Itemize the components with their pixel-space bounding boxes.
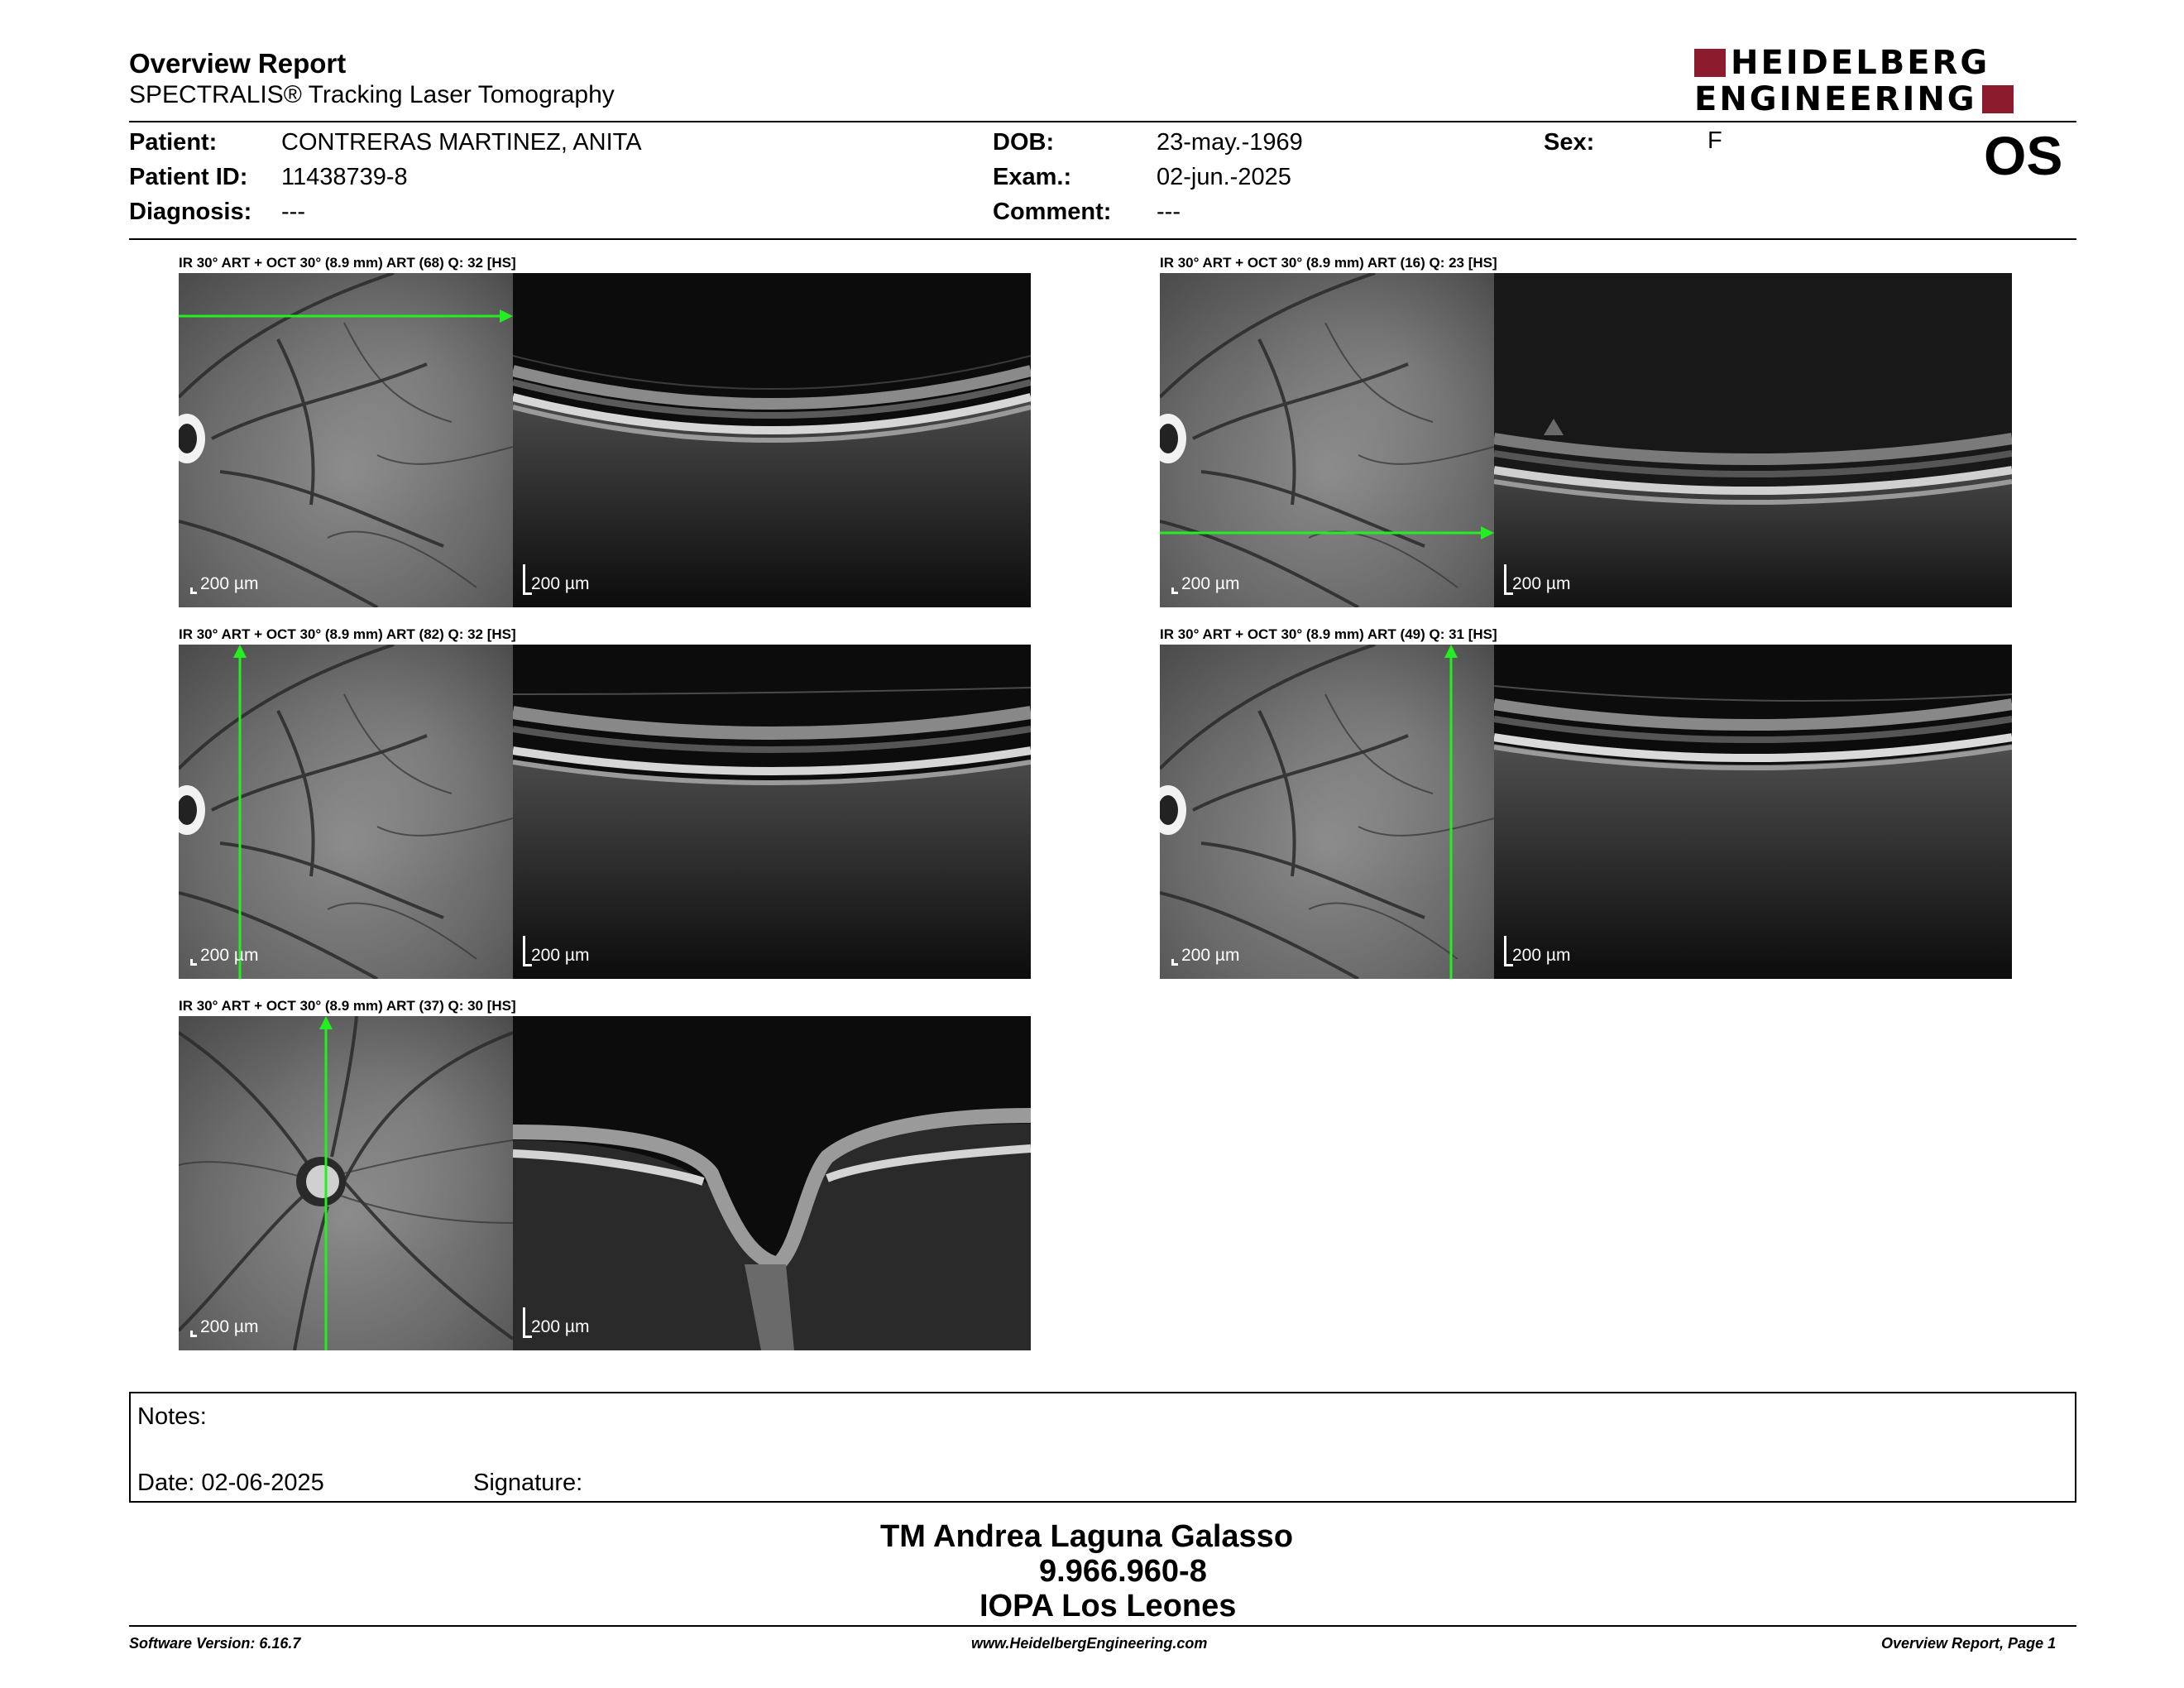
- logo-square-icon: [1982, 85, 2014, 113]
- sex-label: Sex:: [1544, 129, 1595, 156]
- header-rule: [129, 121, 2076, 122]
- technician-id: 9.966.960-8: [1039, 1554, 1207, 1589]
- logo-line2: ENGINEERING: [1694, 80, 1977, 118]
- ir-fundus-image: [179, 1016, 513, 1350]
- scale-bar-icon: [1171, 587, 1178, 594]
- oct-bscan-image: [1494, 273, 2012, 607]
- scan-title: IR 30° ART + OCT 30° (8.9 mm) ART (68) Q: 32 [HS]: [179, 255, 516, 271]
- scale-bar-icon: [190, 587, 197, 594]
- ir-fundus-image: [1160, 273, 1494, 607]
- oct-scale-label: 200 µm: [531, 574, 590, 593]
- scan-title: IR 30° ART + OCT 30° (8.9 mm) ART (37) Q: 30 [HS]: [179, 998, 516, 1014]
- clinic-name: IOPA Los Leones: [979, 1589, 1237, 1623]
- scan-panel: [179, 645, 1031, 979]
- diagnosis-label: Diagnosis:: [129, 199, 252, 225]
- heidelberg-logo: [1694, 46, 2076, 117]
- patient-id-value: 11438739-8: [281, 164, 408, 190]
- oct-bscan-image: [513, 645, 1031, 979]
- eye-indicator: OS: [1984, 125, 2063, 186]
- oct-scale-label: 200 µm: [1512, 574, 1571, 593]
- logo-square-icon: [1694, 49, 1726, 77]
- logo-line1: HEIDELBERG: [1731, 44, 1990, 82]
- scale-bar-icon: [190, 959, 197, 966]
- report-title: Overview Report: [129, 48, 347, 79]
- ir-fundus-image: [1160, 645, 1494, 979]
- scan-title: IR 30° ART + OCT 30° (8.9 mm) ART (49) Q: 31 [HS]: [1160, 626, 1497, 642]
- comment-label: Comment:: [993, 199, 1112, 225]
- page-info: Overview Report, Page 1: [1881, 1635, 2057, 1652]
- scan-title: IR 30° ART + OCT 30° (8.9 mm) ART (16) Q: 23 [HS]: [1160, 255, 1497, 271]
- dob-value: 23-may.-1969: [1157, 129, 1303, 156]
- diagnosis-value: ---: [281, 199, 305, 225]
- patient-label: Patient:: [129, 129, 218, 156]
- scan-panel: [179, 273, 1031, 607]
- software-version: Software Version: 6.16.7: [129, 1635, 301, 1652]
- oct-scale-label: 200 µm: [531, 1317, 590, 1336]
- footer-rule: [129, 1625, 2076, 1627]
- patient-value: CONTRERAS MARTINEZ, ANITA: [281, 129, 642, 156]
- oct-bscan-image: [513, 273, 1031, 607]
- notes-label: Notes:: [137, 1403, 207, 1430]
- technician-name: TM Andrea Laguna Galasso: [880, 1519, 1294, 1554]
- website-link[interactable]: www.HeidelbergEngineering.com: [971, 1635, 1208, 1652]
- dob-label: DOB:: [993, 129, 1055, 156]
- oct-scale-label: 200 µm: [1512, 946, 1571, 965]
- ir-scale-label: 200 µm: [200, 574, 259, 593]
- ir-fundus-image: [179, 273, 513, 607]
- date-label: Date: 02-06-2025: [137, 1470, 324, 1496]
- scan-panel: [1160, 273, 2012, 607]
- patient-id-label: Patient ID:: [129, 164, 248, 190]
- report-subtitle: SPECTRALIS® Tracking Laser Tomography: [129, 81, 615, 108]
- ir-scale-label: 200 µm: [200, 946, 259, 965]
- ir-scale-label: 200 µm: [1181, 946, 1240, 965]
- scale-bar-icon: [1171, 959, 1178, 966]
- sex-value: F: [1707, 127, 1722, 154]
- ir-scale-label: 200 µm: [1181, 574, 1240, 593]
- ir-fundus-image: [179, 645, 513, 979]
- notes-box: [129, 1392, 2076, 1503]
- patient-rule: [129, 238, 2076, 240]
- scan-title: IR 30° ART + OCT 30° (8.9 mm) ART (82) Q: 32 [HS]: [179, 626, 516, 642]
- oct-scale-label: 200 µm: [531, 946, 590, 965]
- comment-value: ---: [1157, 199, 1181, 225]
- exam-label: Exam.:: [993, 164, 1072, 190]
- ir-scale-label: 200 µm: [200, 1317, 259, 1336]
- scan-panel: [179, 1016, 1031, 1350]
- oct-bscan-image: [513, 1016, 1031, 1350]
- signature-label: Signature:: [473, 1470, 583, 1496]
- exam-value: 02-jun.-2025: [1157, 164, 1291, 190]
- oct-bscan-image: [1494, 645, 2012, 979]
- scale-bar-icon: [190, 1331, 197, 1337]
- scan-panel: [1160, 645, 2012, 979]
